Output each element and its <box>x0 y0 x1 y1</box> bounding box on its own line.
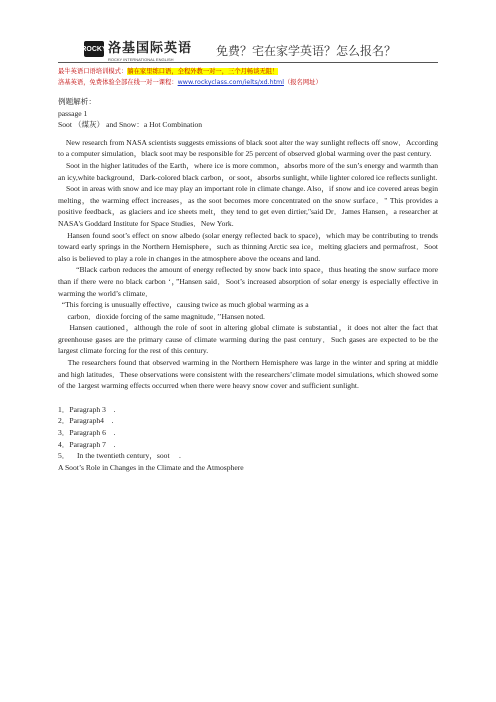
header-divider <box>58 62 438 63</box>
logo-mark-icon: ROCKY <box>84 41 104 57</box>
passage-title: Soot （煤灰） and Snow：a Hot Combination <box>58 120 203 130</box>
question-4: 4．Paragraph 7 . <box>58 439 116 449</box>
question-2: 2．Paragraph4 . <box>58 416 114 426</box>
promo-line2-suffix: （报名网址） <box>283 79 322 86</box>
paragraph-6-line-1: “This forcing is unusually effective，causing twice as much global warming as a <box>58 300 309 310</box>
section-intro: 例题解析： <box>58 97 96 106</box>
paragraph-5: “Black carbon reduces the amount of energy reflected by snow back into space，thus heating the snow surface more than if there were no black carbon ‘，”Hansen said．Soot’s increased absorption of solar energy is especially effective in warming the world’s climate． <box>58 265 440 298</box>
promo-highlight-1: 躺在家里练口语 <box>127 68 172 75</box>
promo-line-1 <box>58 66 278 75</box>
answer-option-a: A Soot’s Role in Changes in the Climate and the Atmosphere <box>58 462 244 472</box>
promo-line2-prefix: 洛基英语，免费体验全部在线一对一课程： <box>58 79 178 86</box>
promo-highlight-2: ，全程外教一对一 <box>171 68 222 75</box>
question-3: 3．Paragraph 6 . <box>58 428 116 438</box>
document-body <box>58 96 438 473</box>
paragraph-2: Soot in the higher latitudes of the Earth，where ice is more common，absorbs more of the sun’s energy and warmth than an icy,white background．Dark-colored black carbon，or soot，absorbs sunlight, while lighter colored ice reflects sunlight. <box>58 160 440 182</box>
logo-text: 洛基国际英语 <box>108 40 193 56</box>
passage-label: passage 1 <box>58 108 88 118</box>
promo-highlight-3: ，三个月畅谈无阻！ <box>221 68 279 75</box>
paragraph-8: The researchers found that observed warming in the Northern Hemisphere was large in the winter and spring at middle and high latitudes．These observations were consistent with the researchers’climate model simulations, which showed some of the 1argest warming effects occurred when there were heavy snow cover and sufficient sunlight. <box>58 358 440 391</box>
signup-link[interactable]: www.rockyclass.com/ielts/xd.html <box>177 79 284 86</box>
paragraph-6-line-2: carbon．dioxide forcing of the same magnitude．’’Hansen noted. <box>58 311 265 321</box>
question-1: 1．Paragraph 3 . <box>58 404 116 414</box>
page-header <box>58 36 438 62</box>
question-5: 5． In the twentieth century，soot . <box>58 451 181 461</box>
logo-subtext: ROCKY INTERNATIONAL ENGLISH <box>108 56 174 62</box>
promo-line-2 <box>58 77 322 86</box>
header-slogan: 免费？宅在家学英语？怎么报名？ <box>216 44 397 58</box>
rocky-logo[interactable] <box>81 38 193 62</box>
paragraph-7: Hansen cautioned，although the role of soot in altering global climate is substantial，it does not alter the fact that greenhouse gases are the primary cause of climate warming during the past century．Such gases are expected to be the largest climate forcing for the rest of this century. <box>58 323 440 356</box>
paragraph-3: Soot in areas with snow and ice may play an important role in climate change. Also，if snow and ice covered areas begin melting，the warming effect increases，as the soot becomes more concentrated on the snow surface．" This provides a positive feedback，as glaciers and ice sheets melt，they tend to get even dirtier,"said Dr．James Hansen，a researcher at NASA's Goddard Institute for Space Studies．New York. <box>58 184 440 228</box>
promo-prefix: 最牛英语口语培训模式： <box>58 68 128 75</box>
paragraph-4: Hansen found soot’s effect on snow albedo (solar energy reflected back to space)，which may be contributing to trends toward early springs in the Northern Hemisphere，such as thinning Arctic sea ice，melting glaciers and permafrost．Soot also is believed to play a role in changes in the atmosphere above the oceans and land. <box>58 230 440 263</box>
paragraph-1: New research from NASA scientists suggests emissions of black soot alter the way sunlight reflects off snow．According to a computer simulation，black soot may be responsible for 25 percent of observed global warming over the past century. <box>58 137 440 159</box>
